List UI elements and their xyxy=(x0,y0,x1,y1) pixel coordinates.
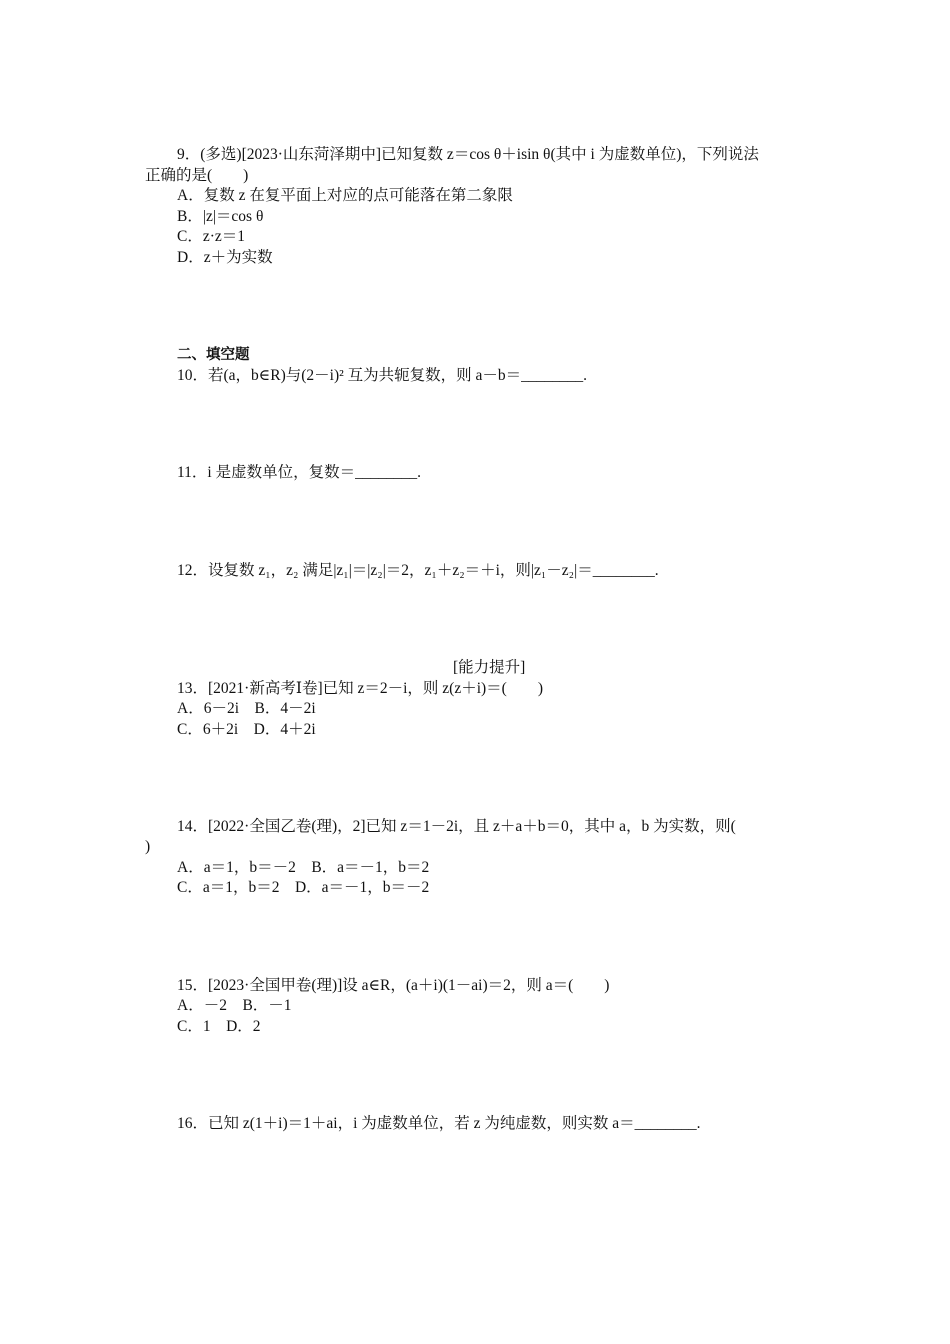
q15-options-cd: C．1 D．2 xyxy=(177,1018,261,1035)
q13-options-ab: A．6－2i B．4－2i xyxy=(177,700,316,717)
q15-stem: 15．[2023·全国甲卷(理)]设 a∈R，(a＋i)(1－ai)＝2，则 a＝( ) xyxy=(177,977,610,994)
q13-options-cd: C．6＋2i D．4＋2i xyxy=(177,721,316,738)
q9-option-b: B．|z|＝cos θ xyxy=(177,208,264,225)
q9-option-d: D．z＋为实数 xyxy=(177,249,273,266)
q13-stem: 13．[2021·新高考Ⅰ卷]已知 z＝2－i，则 z(z＋i)＝( ) xyxy=(177,680,544,697)
q15-options-ab: A．－2 B．－1 xyxy=(177,997,292,1014)
section-heading: 二、填空题 xyxy=(177,347,250,363)
question-12: 12．设复数 z₁，z₂ 满足|z₁|＝|z₂|＝2，z₁＋z₂＝＋i，则|z₁－z₂|＝________. xyxy=(177,562,659,579)
q14-stem-line1: 14．[2022·全国乙卷(理)，2]已知 z＝1－2i，且 z＋a＋b＝0，其中 a，b 为实数，则( xyxy=(177,818,736,835)
question-10: 10．若(a，b∈R)与(2－i)² 互为共轭复数，则 a－b＝________. xyxy=(177,367,588,384)
q9-stem-line1: 9．(多选)[2023·山东菏泽期中]已知复数 z＝cos θ＋isin θ(其中 i 为虚数单位)，下列说法 xyxy=(177,146,759,163)
q14-options-ab: A．a＝1，b＝－2 B．a＝－1，b＝2 xyxy=(177,859,430,876)
q9-option-c: C．z·z＝1 xyxy=(177,228,246,245)
q14-stem-line2: ) xyxy=(145,838,151,855)
q14-options-cd: C．a＝1，b＝2 D．a＝－1，b＝－2 xyxy=(177,879,430,896)
question-11: 11．i 是虚数单位，复数＝________. xyxy=(177,464,421,481)
q9-option-a: A．复数 z 在复平面上对应的点可能落在第二象限 xyxy=(177,187,513,204)
ability-heading: [能力提升] xyxy=(453,659,526,676)
q9-stem-line2: 正确的是( ) xyxy=(145,167,249,184)
question-16: 16．已知 z(1＋i)＝1＋ai，i 为虚数单位，若 z 为纯虚数，则实数 a＝________. xyxy=(177,1115,701,1132)
